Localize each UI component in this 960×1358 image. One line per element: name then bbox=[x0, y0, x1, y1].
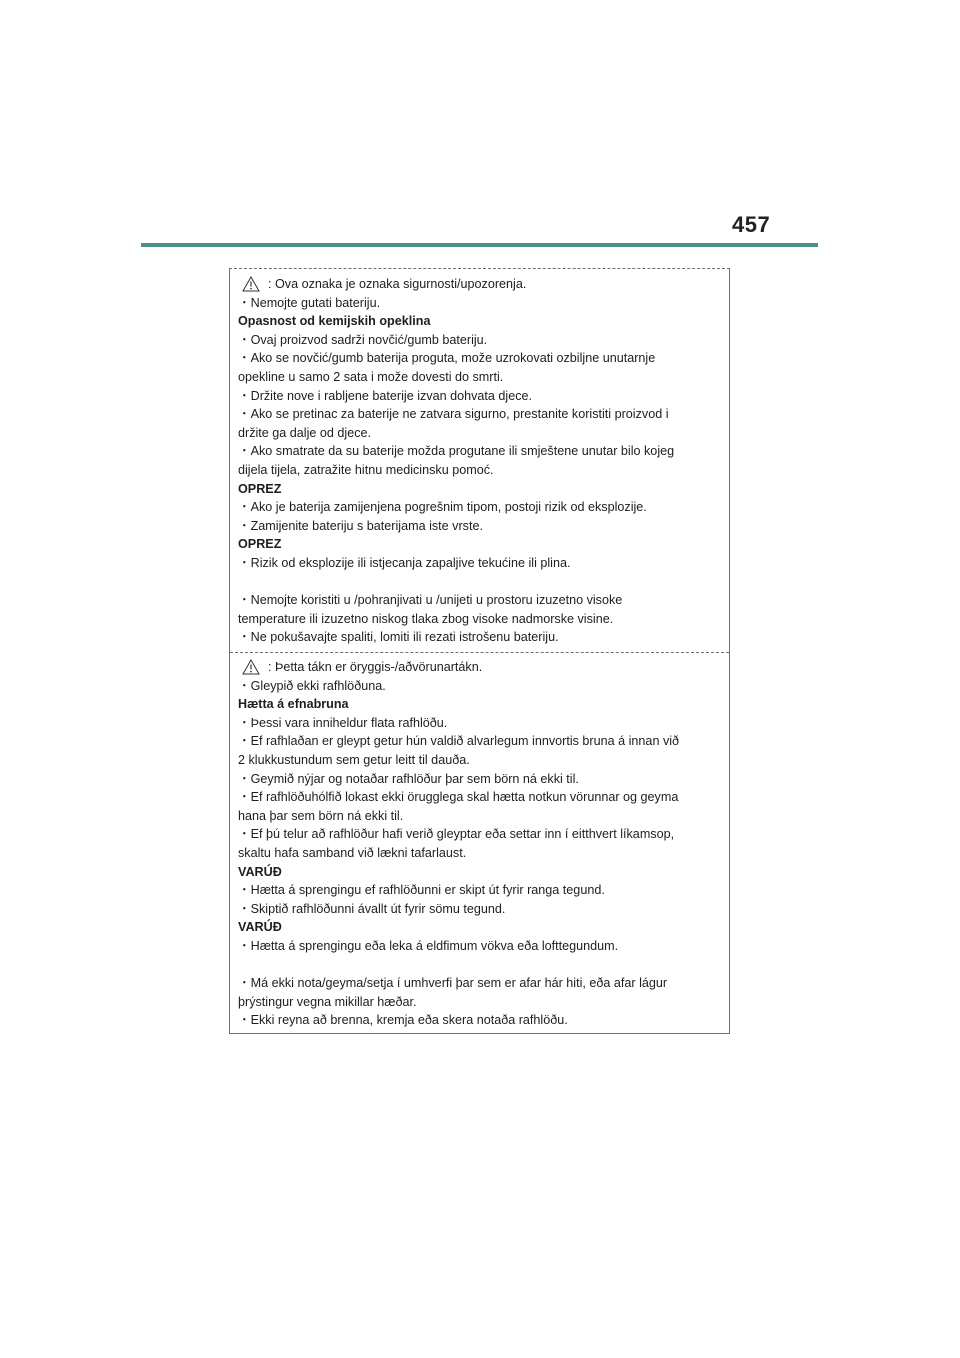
croatian-text-line: ・Ako se pretinac za baterije ne zatvara sigurno, prestanite koristiti proizvod i bbox=[238, 407, 669, 422]
croatian-warning-section bbox=[238, 275, 723, 647]
header-rule bbox=[141, 243, 818, 247]
croatian-symbol-text: : Ova oznaka je oznaka sigurnosti/upozorenja. bbox=[268, 277, 527, 291]
battery-warning-box bbox=[229, 268, 730, 1034]
icelandic-text-line: 2 klukkustundum sem getur leitt til dauða. bbox=[238, 752, 470, 767]
croatian-text-line: ・Držite nove i rabljene baterije izvan dohvata djece. bbox=[238, 388, 533, 403]
icelandic-heading: Hætta á efnabruna bbox=[238, 697, 349, 712]
croatian-text-line: držite ga dalje od djece. bbox=[238, 425, 372, 440]
section-divider bbox=[230, 652, 729, 653]
croatian-heading: OPREZ bbox=[238, 481, 282, 496]
croatian-text-line: ・Ako smatrate da su baterije možda progutane ili smještene unutar bilo kojeg bbox=[238, 444, 675, 459]
icelandic-text-line: ・Gleypið ekki rafhlöðuna. bbox=[238, 678, 386, 693]
icelandic-text-line: skaltu hafa samband við lækni tafarlaust. bbox=[238, 845, 467, 860]
croatian-text-line: temperature ili izuzetno niskog tlaka zbog visoke nadmorske visine. bbox=[238, 611, 614, 626]
icelandic-text-lines bbox=[238, 677, 723, 1030]
page-number: 457 bbox=[732, 212, 771, 237]
warning-triangle-icon bbox=[242, 659, 260, 675]
icelandic-symbol-text: : Þetta tákn er öryggis-/aðvörunartákn. bbox=[268, 660, 483, 674]
icelandic-text-line: þrýstingur vegna mikillar hæðar. bbox=[238, 994, 417, 1009]
icelandic-text-line: ・Skiptið rafhlöðunni ávallt út fyrir sömu tegund. bbox=[238, 901, 506, 916]
icelandic-text-line: ・Ef rafhlöðuhólfið lokast ekki örugglega skal hætta notkun vörunnar og geyma bbox=[238, 790, 679, 805]
croatian-text-line: opekline u samo 2 sata i može dovesti do smrti. bbox=[238, 369, 504, 384]
croatian-text-line: ・Zamijenite bateriju s baterijama iste vrste. bbox=[238, 518, 483, 533]
icelandic-text-line: ・Geymið nýjar og notaðar rafhlöður þar sem börn ná ekki til. bbox=[238, 771, 579, 786]
icelandic-symbol-line bbox=[238, 658, 723, 677]
icelandic-text-line: ・Má ekki nota/geyma/setja í umhverfi þar sem er afar hár hiti, eða afar lágur bbox=[238, 976, 668, 991]
icelandic-text-line: ・Hætta á sprengingu ef rafhlöðunni er skipt út fyrir ranga tegund. bbox=[238, 883, 605, 898]
icelandic-heading: VARÚÐ bbox=[238, 920, 282, 935]
croatian-text-line: ・Ako se novčić/gumb baterija proguta, može uzrokovati ozbiljne unutarnje bbox=[238, 351, 656, 366]
croatian-text-line: dijela tijela, zatražite hitnu medicinsku pomoć. bbox=[238, 462, 494, 477]
croatian-text-line: ・Rizik od eksplozije ili istjecanja zapaljive tekućine ili plina. bbox=[238, 555, 571, 570]
croatian-text-line: ・Nemojte koristiti u /pohranjivati u /unijeti u prostoru izuzetno visoke bbox=[238, 593, 623, 608]
croatian-text-line: ・Ne pokušavajte spaliti, lomiti ili rezati istrošenu bateriju. bbox=[238, 630, 559, 645]
icelandic-text-line: ・Ef rafhlaðan er gleypt getur hún valdið alvarlegum innvortis bruna á innan við bbox=[238, 734, 680, 749]
croatian-text-line: ・Ovaj proizvod sadrži novčić/gumb bateriju. bbox=[238, 332, 488, 347]
icelandic-text-line: ・Ef þú telur að rafhlöður hafi verið gleyptar eða settar inn í eitthvert líkamsop, bbox=[238, 827, 675, 842]
icelandic-text-line: ・Þessi vara inniheldur flata rafhlöðu. bbox=[238, 715, 448, 730]
croatian-text-line: ・Nemojte gutati bateriju. bbox=[238, 295, 381, 310]
icelandic-heading: VARÚÐ bbox=[238, 864, 282, 879]
icelandic-text-line: ・Ekki reyna að brenna, kremja eða skera notaða rafhlöðu. bbox=[238, 1013, 568, 1028]
croatian-text-line: ・Ako je baterija zamijenjena pogrešnim tipom, postoji rizik od eksplozije. bbox=[238, 500, 647, 515]
croatian-symbol-line bbox=[238, 275, 723, 294]
icelandic-warning-section bbox=[238, 658, 723, 1030]
icelandic-text-line: ・Hætta á sprengingu eða leka á eldfimum vökva eða lofttegundum. bbox=[238, 938, 619, 953]
croatian-heading: Opasnost od kemijskih opeklina bbox=[238, 314, 431, 329]
icelandic-text-line: hana þar sem börn ná ekki til. bbox=[238, 808, 404, 823]
warning-triangle-icon bbox=[242, 276, 260, 292]
croatian-heading: OPREZ bbox=[238, 537, 282, 552]
croatian-text-lines bbox=[238, 294, 723, 647]
